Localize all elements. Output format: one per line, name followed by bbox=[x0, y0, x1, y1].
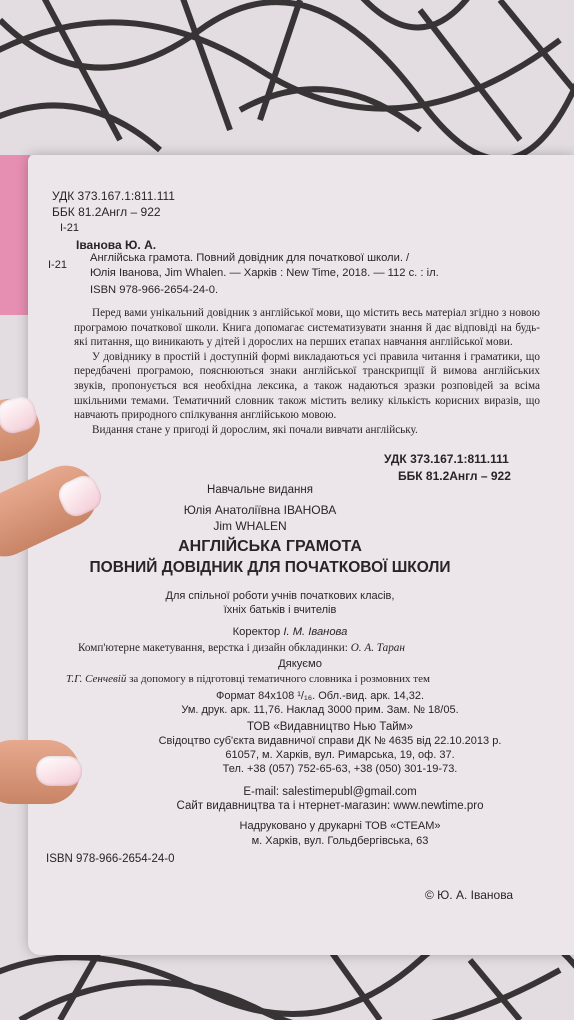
publisher-site: Сайт видавництва та і нтернет-магазин: www.newtime.pro bbox=[176, 800, 484, 812]
biblio-line-1: Англійська грамота. Повний довідник для початкової школи. / bbox=[90, 252, 410, 264]
corrector-line bbox=[30, 626, 550, 638]
corrector-label: Коректор bbox=[232, 626, 284, 638]
author-full-2: Jim WHALEN bbox=[213, 519, 287, 533]
isbn-bottom: ISBN 978-966-2654-24-0 bbox=[46, 853, 175, 865]
publisher-name: ТОВ «Видавництво Нью Тайм» bbox=[247, 721, 413, 733]
paragraph-2: У довіднику в простій і доступній формі викладаються усі правила читання і граматики, що передбачені програмою, пояснюються знаки англійської транскрипції й вимова англійських звуків, пропонується вся необхідна лексика, а також надаються зразки розповідей за всіма шкільними темами. Тематичний словник також містить велику кількість корисних виразів, що навчають природного спілкування англійською мовою. bbox=[74, 350, 540, 422]
thanks-text: за допомогу в підготовці тематичного словника і розмовних тем bbox=[126, 673, 430, 685]
code-small: І-21 bbox=[60, 222, 79, 234]
isbn-top: ISBN 978-966-2654-24-0. bbox=[90, 284, 219, 296]
edition-type: Навчальне видання bbox=[207, 484, 313, 496]
thanks-line bbox=[66, 672, 430, 686]
audience-line-1: Для спільної роботи учнів початкових класів, bbox=[165, 590, 395, 602]
printed-line-1: Надруковано у друкарні ТОВ «СТЕАМ» bbox=[239, 820, 441, 832]
publisher-address: 61057, м. Харків, вул. Римарська, 19, оф. 37. bbox=[225, 749, 455, 761]
description-text bbox=[74, 306, 540, 437]
thanks-heading: Дякуємо bbox=[278, 658, 322, 670]
paragraph-3: Видання стане у пригоді й дорослим, які почали вивчати англійську. bbox=[92, 423, 418, 436]
thanks-name: Т.Г. Сенчевій bbox=[66, 673, 127, 685]
code-left: І-21 bbox=[48, 259, 67, 271]
paragraph-1: Перед вами унікальний довідник з англійської мови, що містить весь матеріал згідно з новою програмою початкової школи. Книга допомагає систематизувати знання й дає відповіді на будь-які питання, що виникають у дітей і дорослих на перших етапах навчання англійської мови. bbox=[74, 307, 540, 349]
publisher-phone: Тел. +38 (057) 752-65-63, +38 (050) 301-19-73. bbox=[222, 763, 458, 775]
publisher-cert: Свідоцтво суб'єкта видавничої справи ДК № 4635 від 22.10.2013 р. bbox=[158, 735, 502, 747]
title-line-1: АНГЛІЙСЬКА ГРАМОТА bbox=[178, 538, 362, 555]
author-heading: Іванова Ю. А. bbox=[76, 238, 157, 252]
publisher-email: E-mail: salestimepubl@gmail.com bbox=[243, 786, 417, 798]
format-line: Формат 84x108 ¹/₁₆. Обл.-вид. арк. 14,32. bbox=[215, 690, 425, 702]
biblio-line-2: Юлія Іванова, Jim Whalen. — Харків : New Time, 2018. — 112 с. : іл. bbox=[90, 267, 439, 279]
print-line: Ум. друк. арк. 11,76. Наклад 3000 прим. Зам. № 18/05. bbox=[181, 704, 459, 716]
udk-top: УДК 373.167.1:811.111 bbox=[52, 189, 175, 203]
author-full-1: Юлія Анатоліївна ІВАНОВА bbox=[183, 503, 337, 517]
printed-line-2: м. Харків, вул. Гольдбергівська, 63 bbox=[251, 835, 429, 847]
layout-label: Комп'ютерне макетування, верстка і дизайн обкладинки: bbox=[78, 642, 351, 654]
copyright: © Ю. А. Іванова bbox=[425, 888, 514, 902]
layout-name: О. А. Таран bbox=[350, 642, 405, 654]
title-line-2: ПОВНИЙ ДОВІДНИК ДЛЯ ПОЧАТКОВОЇ ШКОЛИ bbox=[89, 559, 451, 576]
udk-bottom: УДК 373.167.1:811.111 bbox=[384, 452, 509, 466]
bbk-bottom: ББК 81.2Англ – 922 bbox=[398, 469, 511, 483]
layout-line bbox=[78, 641, 405, 655]
audience-line-2: їхніх батьків і вчителів bbox=[223, 604, 337, 616]
nail-bottom bbox=[36, 756, 82, 786]
bbk-top: ББК 81.2Англ – 922 bbox=[52, 205, 161, 219]
corrector-name: І. М. Іванова bbox=[283, 626, 348, 638]
